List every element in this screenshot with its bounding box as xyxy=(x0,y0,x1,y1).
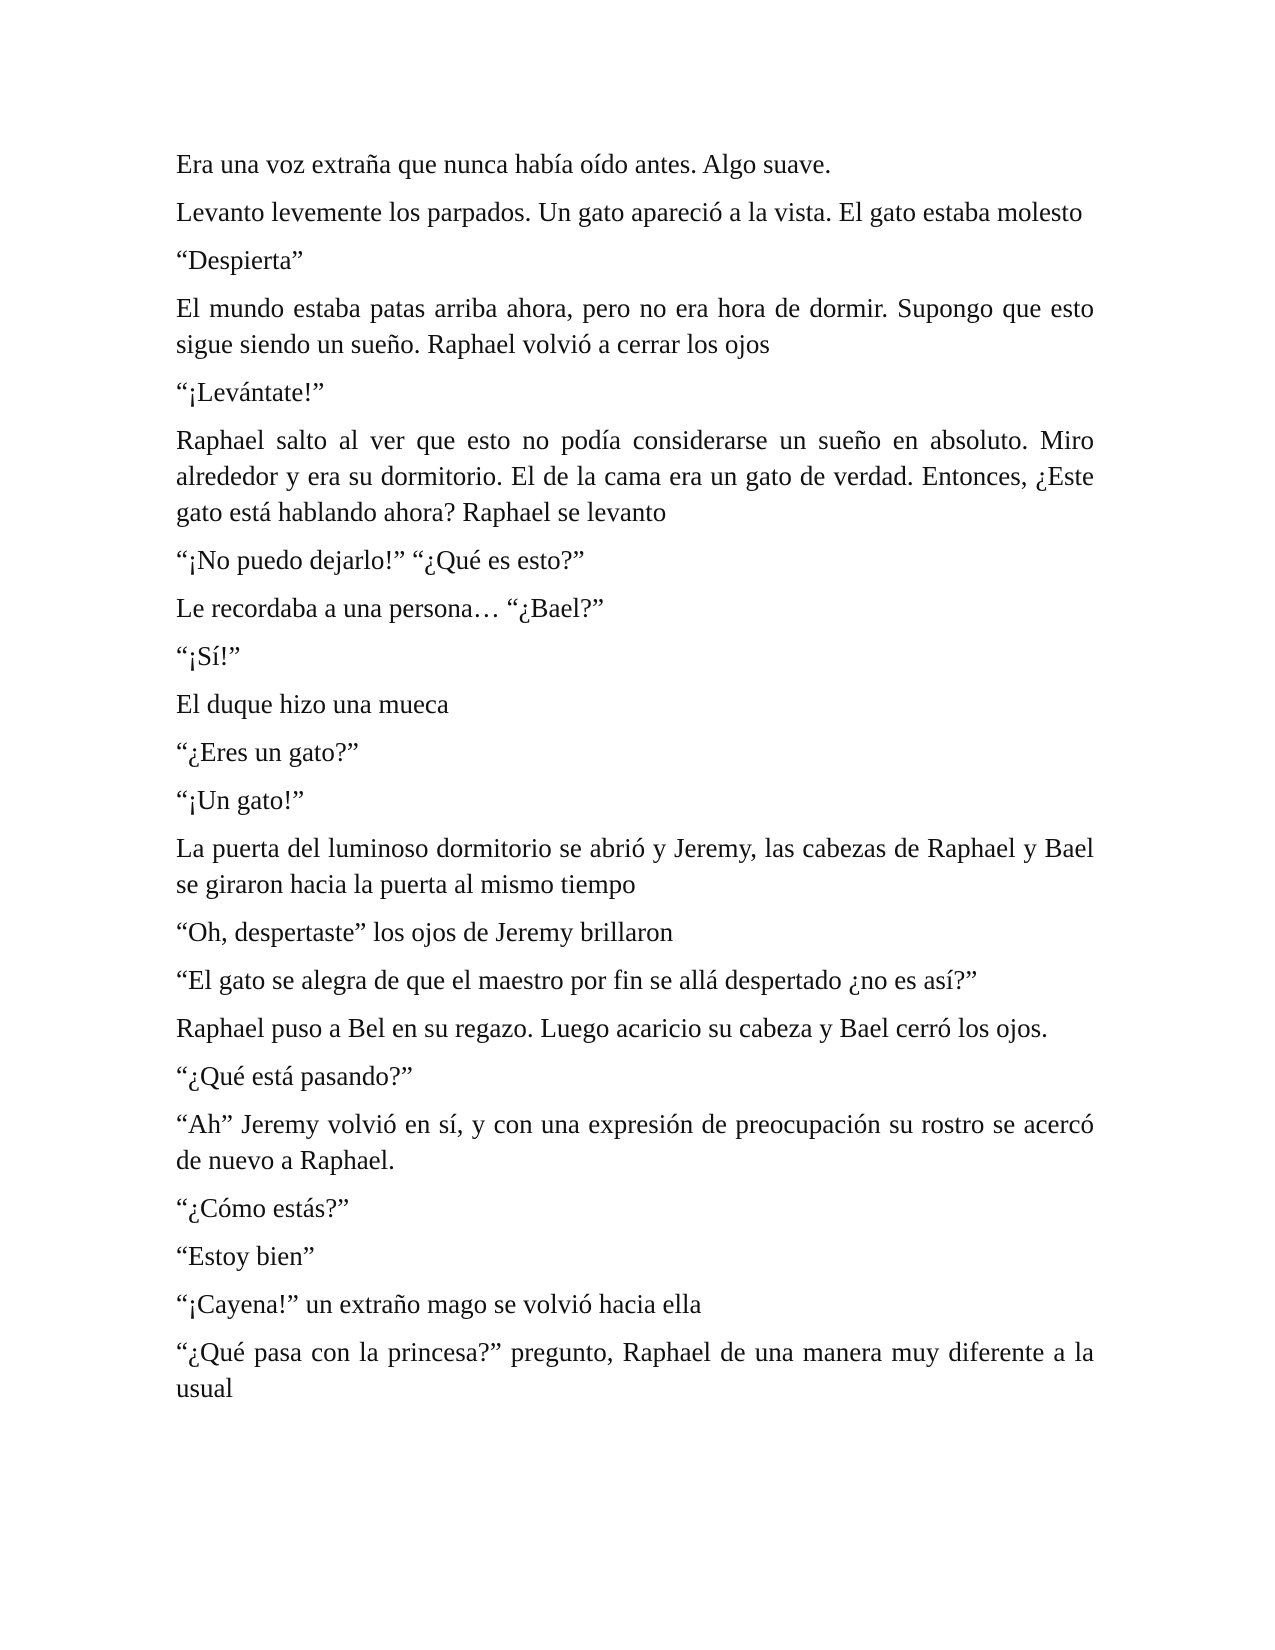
paragraph: “Oh, despertaste” los ojos de Jeremy brillaron xyxy=(176,917,674,947)
paragraph: La puerta del luminoso dormitorio se abrió y Jeremy, las cabezas de Raphael y Bael se giraron hacia la puerta al mismo tiempo xyxy=(176,833,1094,899)
paragraph: “¡No puedo dejarlo!” “¿Qué es esto?” xyxy=(176,545,585,575)
paragraph: “El gato se alegra de que el maestro por fin se allá despertado ¿no es así?” xyxy=(176,965,978,995)
paragraph: “¿Eres un gato?” xyxy=(176,737,359,767)
paragraph: El mundo estaba patas arriba ahora, pero no era hora de dormir. Supongo que esto sigue siendo un sueño. Raphael volvió a cerrar los ojos xyxy=(176,293,1094,359)
paragraph: “¡Sí!” xyxy=(176,641,241,671)
paragraph: Era una voz extraña que nunca había oído antes. Algo suave. xyxy=(176,149,832,179)
paragraph: “¡Un gato!” xyxy=(176,785,305,815)
paragraph: “Ah” Jeremy volvió en sí, y con una expresión de preocupación su rostro se acercó de nuevo a Raphael. xyxy=(176,1109,1094,1175)
paragraph: Raphael salto al ver que esto no podía considerarse un sueño en absoluto. Miro alrededor y era su dormitorio. El de la cama era un gato de verdad. Entonces, ¿Este gato está hablando ahora? Raphael se levanto xyxy=(176,425,1094,527)
paragraph: “¡Levántate!” xyxy=(176,377,325,407)
paragraph: “¿Cómo estás?” xyxy=(176,1193,350,1223)
paragraph: “Despierta” xyxy=(176,245,304,275)
paragraph: “Estoy bien” xyxy=(176,1241,315,1271)
paragraph: El duque hizo una mueca xyxy=(176,689,449,719)
text-column xyxy=(176,146,1094,1418)
paragraph: Le recordaba a una persona… “¿Bael?” xyxy=(176,593,604,623)
paragraph: “¿Qué está pasando?” xyxy=(176,1061,413,1091)
paragraph: Levanto levemente los parpados. Un gato apareció a la vista. El gato estaba molesto xyxy=(176,197,1083,227)
paragraph: “¿Qué pasa con la princesa?” pregunto, Raphael de una manera muy diferente a la usual xyxy=(176,1337,1094,1403)
paragraph: Raphael puso a Bel en su regazo. Luego acaricio su cabeza y Bael cerró los ojos. xyxy=(176,1013,1048,1043)
paragraph: “¡Cayena!” un extraño mago se volvió hacia ella xyxy=(176,1289,702,1319)
